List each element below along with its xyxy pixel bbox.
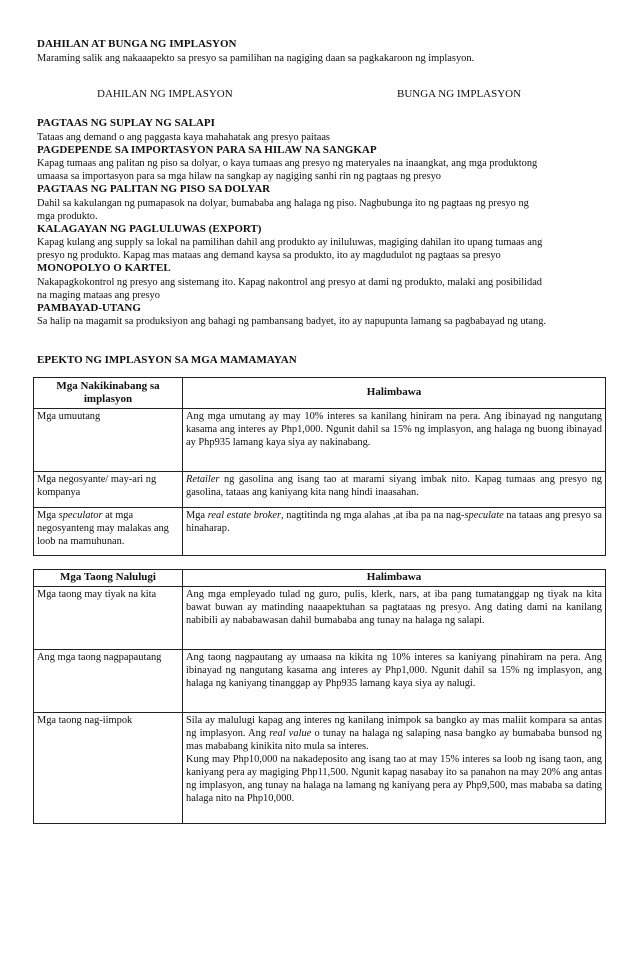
text-run: ng gasolina ang isang tao at marami siyang imbak nito. Kapag tumaas ang presyo ng gasolina, tataas ang kaniyang kita nang hindi inaasahan. (186, 474, 602, 498)
effects-column-heading: BUNGA NG IMPLASYON (397, 88, 522, 100)
example-cell (183, 587, 606, 650)
text-run: na tataas ang presyo sa hinaharap. (186, 510, 602, 534)
effects-section-heading: EPEKTO NG IMPLASYON SA MGA MAMAMAYAN (37, 354, 297, 366)
text-run: Kung may Php10,000 na nakadeposito ang isang tao at may 15% interes sa loob ng isang taon, ang kaniyang pera ay magiging Php11,500. Ngunit kapag nasabay ito sa panahon na may 20% ang antas ng implasyon, ang tunay na halaga na lamang ng kaniyang pera ay Php9,500, mas mababa sa dating halaga nito na Php10,000. (186, 754, 603, 804)
who-cell: Mga taong nag-iimpok (34, 713, 183, 824)
example-paragraph (186, 753, 602, 805)
table-row (34, 508, 606, 556)
cause-heading: KALAGAYAN NG PAGLULUWAS (EXPORT) (37, 222, 262, 235)
cause-item (37, 144, 607, 184)
italic-text-run: speculator (58, 510, 103, 521)
cause-text-line: Tataas ang demand o ang paggasta kaya mahahatak ang presyo paitaas (37, 131, 330, 143)
document-title: DAHILAN AT BUNGA NG IMPLASYON (37, 38, 237, 50)
text-run: Sila ay malulugi kapag ang interes ng kanilang inimpok sa bangko ay mas maliit kompara sa antas ng implasyon. Ang (186, 715, 602, 739)
causes-list (37, 117, 607, 328)
who-cell: Ang mga taong nagpapautang (34, 650, 183, 713)
cause-item (37, 262, 607, 302)
table-row (34, 409, 606, 472)
example-paragraph (186, 714, 602, 753)
table-row (34, 587, 606, 650)
example-cell (183, 409, 606, 472)
table-row (34, 650, 606, 713)
causes-column-heading: DAHILAN NG IMPLASYON (97, 88, 233, 100)
example-cell (183, 508, 606, 556)
cause-heading: PAGDEPENDE SA IMPORTASYON PARA SA HILAW NA SANGKAP (37, 143, 377, 156)
text-run: Ang mga umutang ay may 10% interes sa kanilang hiniram na pera. Ang ibinayad ng nangutang kasama ang interes ay Php1,000. Ngunit dahil sa 15% ng implasyon, ang halaga ng buong ibinayad ay Php935 lamang kaya siya ay nakinabang. (186, 411, 602, 448)
text-run: Ang mga empleyado tulad ng guro, pulis, klerk, nars, at iba pang tumatanggap ng tiyak na kita bawat buwan ay matinding naaapektuhan sa pagtataas ng presyo. Ang dating dami na kanilang nabibili ay nababawasan dahil bumababa ang tunay na halaga ng salapi. (186, 589, 602, 626)
cause-heading: PAGTAAS NG PALITAN NG PISO SA DOLYAR (37, 183, 271, 195)
table-header-row (34, 378, 606, 409)
losers-table (33, 569, 606, 824)
cause-text-line: Kapag kulang ang supply sa lokal na pamilihan dahil ang produkto ay iniluluwas, magiging dahilan ito upang tumaas ang (37, 237, 543, 248)
table-row (34, 472, 606, 508)
cause-heading: MONOPOLYO O KARTEL (37, 262, 171, 274)
who-cell (34, 508, 183, 556)
example-cell (183, 650, 606, 713)
beneficiaries-table (33, 377, 606, 556)
italic-text-run: real estate broker (207, 510, 282, 521)
cause-text-line: mga produkto. (37, 210, 98, 222)
italic-text-run: Retailer (186, 474, 220, 485)
text-run: Mga (37, 510, 59, 521)
cause-text-line: umaasa sa importasyon para sa mga hilaw na sangkap ay nagiging sanhi rin ng pagtaas ng presyo (37, 171, 441, 182)
italic-text-run: real value (269, 728, 312, 739)
table-header-example: Halimbawa (183, 570, 606, 587)
table-header-example: Halimbawa (183, 378, 606, 409)
cause-item (37, 302, 607, 329)
cause-text-line: Sa halip na magamit sa produksiyon ang bahagi ng pambansang badyet, ito ay napupunta lamang sa pagbabayad ng utang. (37, 316, 547, 327)
cause-text-line: na maging mataas ang presyo (37, 289, 160, 301)
cause-item (37, 223, 607, 263)
cause-text-line: Nakapagkokontrol ng presyo ang sistemang ito. Kapag nakontrol ang presyo at dami ng produkto, malaki ang posibilidad (37, 276, 542, 288)
text-run: Ang taong nagpautang ay umaasa na kikita ng 10% interes sa kaniyang pinahiram na pera. Ang ibinayad ng nangutang kasama ang interes ay Php1,000. Ngunit dahil sa 15% ng implasyon, ang halaga ng kaniyang tinanggap ay Php935 lamang kaya siya ay nalugi. (186, 652, 602, 689)
who-cell: Mga taong may tiyak na kita (34, 587, 183, 650)
who-cell: Mga umuutang (34, 409, 183, 472)
example-cell (183, 713, 606, 824)
text-run: o tunay na halaga ng salaping nasa bangko ay bumababa bunsod ng mas mababang kinikita nito mula sa interes. (186, 728, 602, 752)
cause-heading: PAGTAAS NG SUPLAY NG SALAPI (37, 117, 215, 129)
cause-text-line: Dahil sa kakulangan ng pumapasok na dolyar, bumababa ang halaga ng piso. Nagbubunga ito ng pagtaas ng presyo ng (37, 197, 529, 209)
cause-text-line: Kapag tumaas ang palitan ng piso sa dolyar, o kaya tumaas ang presyo ng materyales na inaangkat, ang mga produktong (37, 158, 538, 169)
table-header-who: Mga Nakikinabang sa implasyon (34, 378, 183, 409)
cause-text-line: presyo ng produkto. Kapag mas mataas ang demand kaysa sa produkto, ito ay magdudulot ng pagtaas sa presyo (37, 250, 501, 261)
who-cell: Mga negosyante/ may-ari ng kompanya (34, 472, 183, 508)
cause-heading: PAMBAYAD-UTANG (37, 301, 141, 314)
italic-text-run: speculate (464, 510, 504, 521)
text-run: Mga (186, 510, 208, 521)
table-header-who: Mga Taong Nalulugi (34, 570, 183, 587)
example-cell (183, 472, 606, 508)
table-row (34, 713, 606, 824)
intro-text: Maraming salik ang nakaaapekto sa presyo sa pamilihan na nagiging daan sa pagkakaroon ng implasyon. (37, 53, 475, 64)
cause-item (37, 183, 607, 223)
text-run: , nagtitinda ng mga alahas ,at iba pa na nag- (281, 510, 465, 521)
text-run: at mga negosyanteng may malakas ang loob na mamuhunan. (37, 510, 169, 547)
cause-item (37, 117, 607, 144)
table-header-row (34, 570, 606, 587)
